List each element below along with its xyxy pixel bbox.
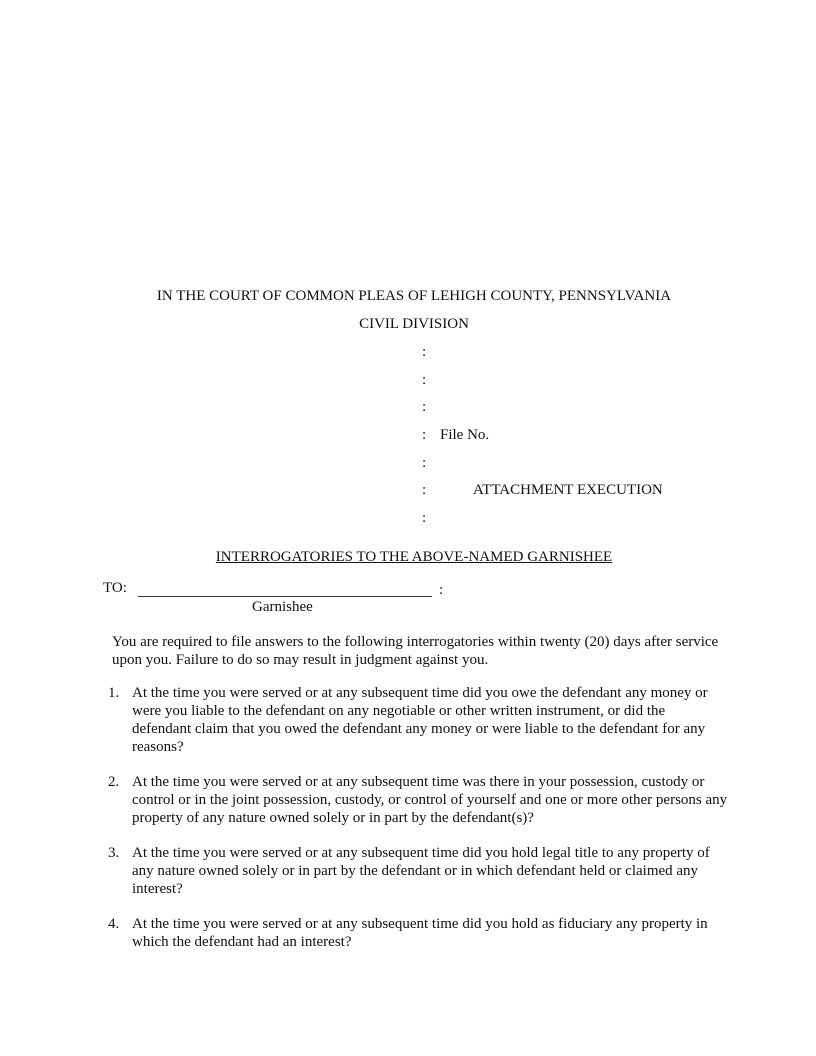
document-title: INTERROGATORIES TO THE ABOVE-NAMED GARNISHEE (215, 549, 613, 565)
division-heading: CIVIL DIVISION (359, 316, 469, 332)
interrogatory-number: 4. (108, 916, 120, 932)
interrogatory-number: 1. (108, 685, 120, 701)
action-type: ATTACHMENT EXECUTION (473, 482, 663, 498)
caption-colon: : (422, 455, 427, 471)
caption-colon: : (422, 372, 427, 388)
interrogatory-text: At the time you were served or at any subsequent time did you hold as fiduciary any property in which the defendant had an interest? (132, 916, 708, 950)
interrogatory-number: 3. (108, 845, 120, 861)
court-heading: IN THE COURT OF COMMON PLEAS OF LEHIGH COUNTY, PENNSYLVANIA (156, 288, 672, 304)
caption-colon: : (422, 510, 427, 526)
interrogatory-item (108, 915, 728, 951)
interrogatory-list (108, 684, 728, 968)
caption-colon: : (422, 344, 427, 360)
caption-colon: : (422, 399, 427, 415)
caption-colon: : (422, 482, 427, 498)
caption-colon: : (422, 427, 427, 443)
interrogatory-text: At the time you were served or at any subsequent time did you owe the defendant any money or were you liable to the defendant on any negotiable or other written instrument, or did the defendant claim that you owed the defendant any money or were liable to the defendant for any reasons? (132, 685, 708, 755)
garnishee-label: Garnishee (252, 599, 313, 615)
garnishee-name-field[interactable] (138, 596, 432, 597)
intro-paragraph: You are required to file answers to the following interrogatories within twenty (20) days after service upon you. Failure to do so may result in judgment against you. (112, 634, 719, 668)
interrogatory-text: At the time you were served or at any subsequent time did you hold legal title to any property of any nature owned solely or in part by the defendant or in which defendant held or claimed any interest? (132, 845, 710, 897)
to-label: TO: (103, 580, 127, 596)
interrogatory-item (108, 684, 728, 756)
file-number-label: File No. (440, 427, 490, 443)
addressee-colon: : (439, 582, 444, 598)
interrogatory-text: At the time you were served or at any subsequent time was there in your possession, custody or control or in the joint possession, custody, or control of yourself and one or more other persons any property of any nature owned solely or in part by the defendant(s)? (132, 774, 728, 826)
interrogatory-item (108, 773, 728, 827)
interrogatory-number: 2. (108, 774, 120, 790)
interrogatory-item (108, 844, 728, 898)
